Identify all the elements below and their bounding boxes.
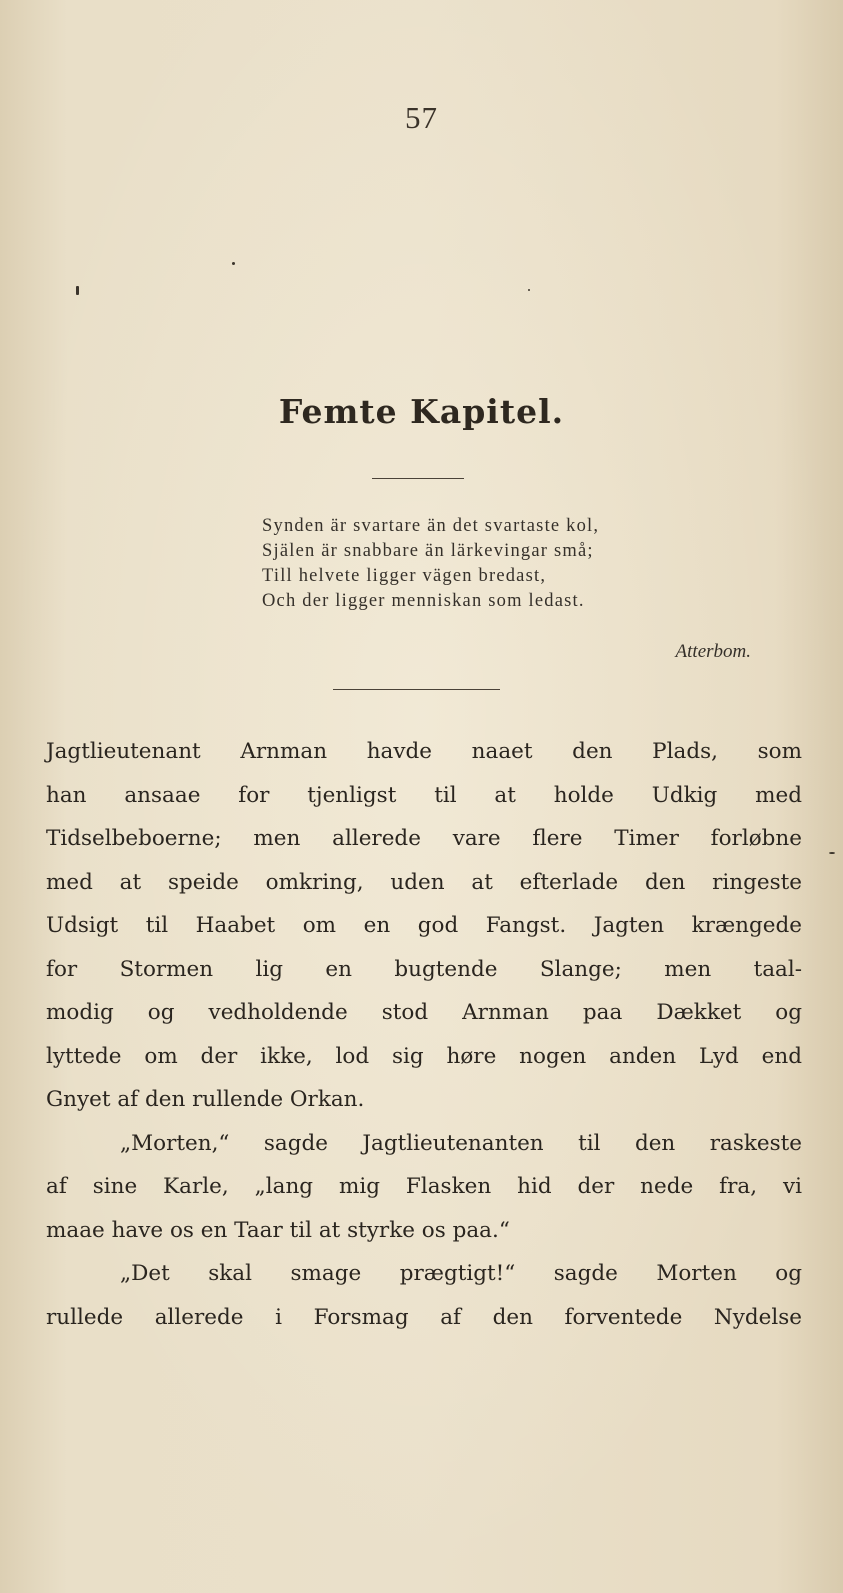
text-line: med at speide omkring, uden at efterlade den ringeste (46, 869, 802, 895)
text-line: Jagtlieutenant Arnman havde naaet den Plads, som (46, 739, 802, 764)
paragraph (46, 1252, 802, 1339)
epigraph-divider (333, 689, 500, 690)
text-line: Gnyet af den rullende Orkan. (46, 1087, 365, 1112)
epigraph-line: Till helvete ligger vägen bredast, (262, 566, 547, 586)
print-speck (76, 286, 79, 295)
page-number: 57 (405, 100, 438, 135)
epigraph (262, 514, 762, 614)
body-text (46, 730, 802, 1339)
print-speck (829, 852, 835, 854)
title-divider (372, 478, 464, 479)
text-line: Tidselbeboerne; men allerede vare flere Timer forløbne (46, 826, 802, 851)
text-line: af sine Karle, „lang mig Flasken hid der nede fra, vi (46, 1174, 802, 1199)
paragraph (46, 1122, 802, 1253)
text-line: „Det skal smage prægtigt!“ sagde Morten og (120, 1261, 802, 1286)
text-line: han ansaae for tjenligst til at holde Udkig med (46, 782, 802, 808)
epigraph-line: Och der ligger menniskan som ledast. (262, 591, 585, 611)
text-line: for Stormen lig en bugtende Slange; men taal- (46, 956, 802, 982)
epigraph-line: Själen är snabbare än lärkevingar små; (262, 541, 594, 561)
text-line: „Morten,“ sagde Jagtlieutenanten til den raskeste (120, 1130, 802, 1156)
text-line: lyttede om der ikke, lod sig høre nogen anden Lyd end (46, 1043, 802, 1069)
paragraph (46, 730, 802, 1122)
epigraph-attribution: Atterbom. (675, 641, 751, 662)
text-line: maae have os en Taar til at styrke os paa.“ (46, 1217, 510, 1243)
chapter-title: Femte Kapitel. (278, 392, 565, 431)
text-line: rullede allerede i Forsmag af den forventede Nydelse (46, 1304, 802, 1330)
text-line: Udsigt til Haabet om en god Fangst. Jagten krængede (46, 913, 802, 938)
print-speck (232, 262, 235, 265)
epigraph-line: Synden är svartare än det svartaste kol, (262, 516, 600, 536)
print-speck (528, 289, 530, 291)
text-line: modig og vedholdende stod Arnman paa Dækket og (46, 1000, 802, 1025)
